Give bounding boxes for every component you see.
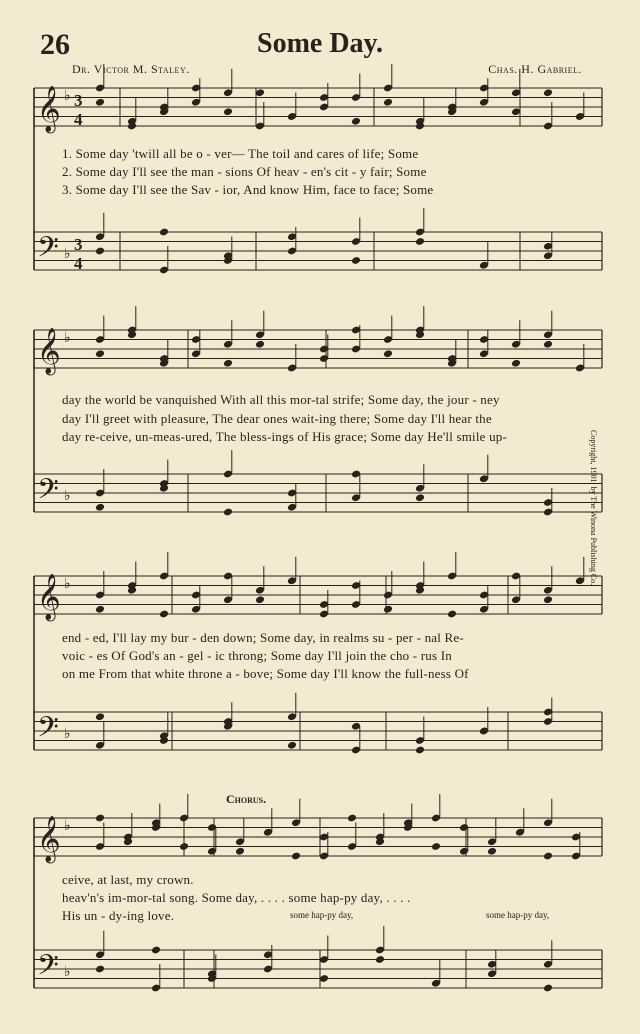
lyric-line: day re-ceive, un-meas-ured, The bless-ings of His grace; Some day He'll smile up- xyxy=(62,429,508,444)
treble-clef: 𝄞 xyxy=(37,574,61,620)
note-head xyxy=(415,493,425,502)
bass-clef: 𝄢 xyxy=(37,949,59,989)
note-head xyxy=(159,228,169,237)
treble-clef: 𝄞 xyxy=(37,86,61,132)
lyric-line: 3. Some day I'll see the Sav - ior, And know Him, face to face; Some xyxy=(62,182,434,197)
note-head xyxy=(431,842,441,851)
lyric-line: voic - es Of God's an - gel - ic throng; Some day I'll join the cho - rus In xyxy=(62,648,452,663)
note-head xyxy=(223,508,233,517)
chorus-label: Chorus. xyxy=(226,792,267,806)
note-head xyxy=(255,340,265,349)
lyricist-credit: Dr. Victor M. Staley. xyxy=(72,62,190,76)
note-head xyxy=(95,98,105,107)
bass-clef: 𝄢 xyxy=(37,473,59,513)
flat-sign: ♭ xyxy=(64,819,71,834)
note-head xyxy=(151,946,161,955)
time-signature: 3 xyxy=(74,235,83,254)
lyric-line: 1. Some day 'twill all be o - ver— The toil and cares of life; Some xyxy=(62,146,419,161)
bass-clef: 𝄢 xyxy=(37,711,59,751)
note-head xyxy=(375,955,385,964)
note-head xyxy=(255,595,265,604)
lyric-line: day I'll greet with pleasure, The dear ones wait-ing there; Some day I'll hear the xyxy=(62,411,492,426)
note-head xyxy=(235,847,245,856)
note-head xyxy=(95,712,105,721)
treble-clef: 𝄞 xyxy=(37,816,61,862)
lyric-line: on me From that white throne a - bove; Some day I'll know the full-ness Of xyxy=(62,666,469,681)
flat-sign: ♭ xyxy=(64,965,71,980)
bass-clef: 𝄢 xyxy=(37,231,59,271)
note-head xyxy=(179,842,189,851)
note-head xyxy=(511,359,521,368)
note-head xyxy=(487,847,497,856)
copyright-note: Copyright, 1901, by The Winona Publishing Co. xyxy=(589,430,598,586)
note-head xyxy=(351,117,361,126)
note-head xyxy=(543,88,553,97)
note-head xyxy=(383,349,393,358)
note-head xyxy=(415,746,425,755)
note-head xyxy=(291,852,301,861)
time-signature: 4 xyxy=(74,254,83,273)
flat-sign: ♭ xyxy=(64,331,71,346)
lyric-line: 2. Some day I'll see the man - sions Of heav - en's cit - y fair; Some xyxy=(62,164,427,179)
note-head xyxy=(95,247,105,256)
flat-sign: ♭ xyxy=(64,577,71,592)
note-head xyxy=(543,984,553,993)
note-head xyxy=(543,340,553,349)
echo-lyric: some hap-py day, xyxy=(486,910,550,920)
flat-sign: ♭ xyxy=(64,489,71,504)
note-head xyxy=(95,503,105,512)
lyric-line: end - ed, I'll lay my bur - den down; Some day, in realms su - per - nal Re- xyxy=(62,630,464,645)
treble-clef: 𝄞 xyxy=(37,328,61,374)
lyric-line: day the world be vanquished With all this mor-tal strife; Some day, the jour - ney xyxy=(62,392,500,407)
echo-lyric: some hap-py day, xyxy=(290,910,354,920)
note-head xyxy=(383,605,393,614)
note-head xyxy=(543,595,553,604)
note-head xyxy=(95,965,105,974)
note-head xyxy=(159,610,169,619)
note-head xyxy=(415,237,425,246)
lyric-line: heav'n's im-mor-tal song. Some day, . . . . some hap-py day, . . . . xyxy=(62,890,411,905)
composer-credit: Chas. H. Gabriel. xyxy=(488,62,582,76)
time-signature: 3 xyxy=(74,91,83,110)
lyric-line: ceive, at last, my crown. xyxy=(62,872,194,887)
note-head xyxy=(347,814,357,823)
note-head xyxy=(223,359,233,368)
note-head xyxy=(543,852,553,861)
note-head xyxy=(95,605,105,614)
time-signature: 4 xyxy=(74,110,83,129)
note-head xyxy=(447,610,457,619)
flat-sign: ♭ xyxy=(64,727,71,742)
note-head xyxy=(95,814,105,823)
hymn-title: Some Day. xyxy=(257,28,383,59)
note-head xyxy=(287,741,297,750)
page-number: 26 xyxy=(40,28,70,61)
lyric-line: His un - dy-ing love. xyxy=(62,908,175,923)
note-head xyxy=(351,256,361,265)
note-head xyxy=(383,98,393,107)
note-head xyxy=(223,107,233,116)
flat-sign: ♭ xyxy=(64,89,71,104)
note-head xyxy=(95,349,105,358)
flat-sign: ♭ xyxy=(64,247,71,262)
